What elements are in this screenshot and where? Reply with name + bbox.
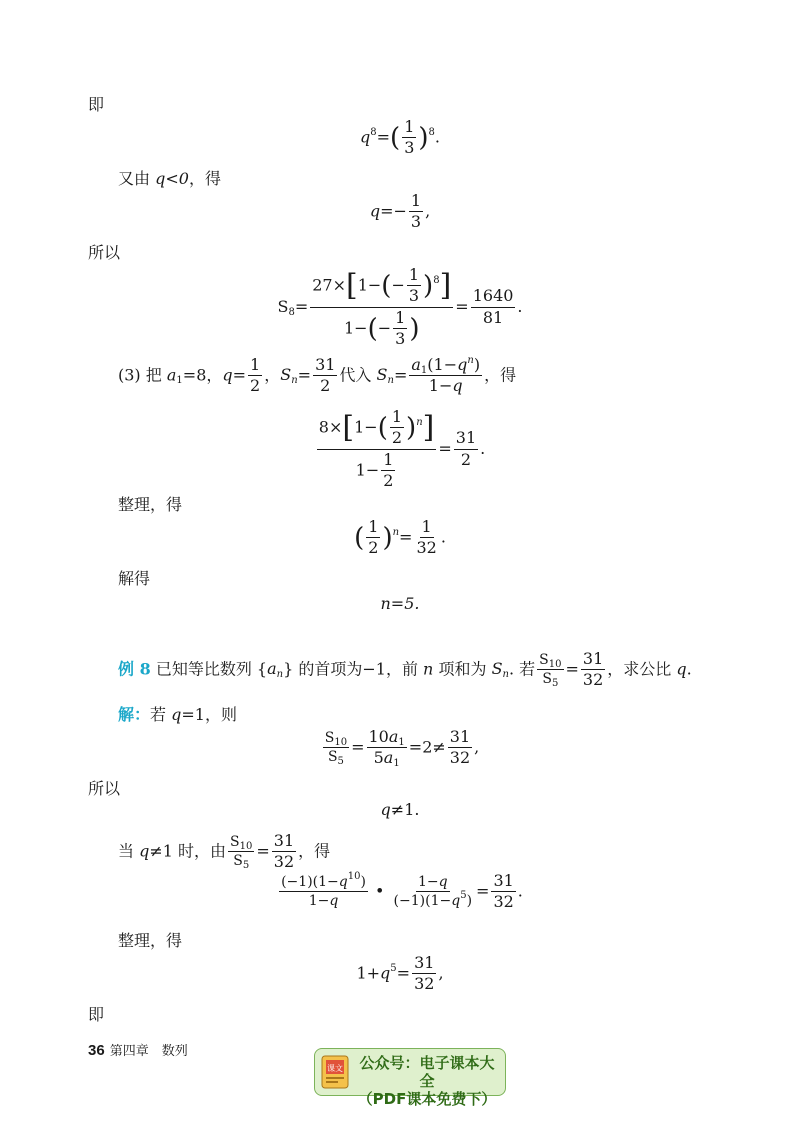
example-8-statement: 例 8 已知等比数列 $\{a_n\}$ 的首项为−1，前 n 项和为 $S_n$. 若 $\frac{S_{10}}{S_5}$ = $\frac{31}{32}$ ，求公比 q. bbox=[118, 649, 692, 690]
text-suoyi-1: 所以 bbox=[88, 243, 121, 262]
equation-q-value: q=− $\frac{1}{3}$ , bbox=[369, 191, 431, 232]
equation-q8: $q^8=$( $\frac{1}{3}$ )$^8$. bbox=[360, 117, 440, 158]
text-when-q-neq-1: 当 q≠1 时，由 $\frac{S_{10}}{S_5}$ = $\frac{31}{32}$ ，得 bbox=[118, 831, 331, 872]
text-ji-1: 即 bbox=[88, 95, 105, 114]
text-zhengli-1: 整理，得 bbox=[118, 495, 183, 514]
equation-n-result: n=5. bbox=[380, 594, 420, 613]
equation-s10-s5-q1: $\frac{S_{10}}{S_5}$ = $\frac{10a_1}{5a_1}$ =2≠ $\frac{31}{32}$ , bbox=[324, 727, 480, 770]
equation-half-power: ( $\frac{1}{2}$ )$^n$= $\frac{1}{32}$ . bbox=[354, 517, 446, 558]
equation-part3-big: 8×[1−( $\frac{1}{2}$ )$^n$] 1− $\frac{1}{2}$ = $\frac{31}{2}$ . bbox=[318, 407, 486, 491]
page-footer bbox=[88, 1040, 188, 1059]
text-suoyi-2: 所以 bbox=[88, 779, 121, 798]
watermark-badge bbox=[314, 1048, 506, 1108]
solution-start: 解：若 q=1，则 bbox=[118, 705, 237, 724]
chapter-title: 第四章 数列 bbox=[109, 1044, 188, 1059]
equation-one-plus-q5: $1+q^5=$ $\frac{31}{32}$ , bbox=[356, 953, 444, 994]
text-ji-2: 即 bbox=[88, 1005, 105, 1024]
equation-q-neq-1: q≠1. bbox=[380, 800, 420, 819]
watermark-text: 公众号：电子课本大全 （PDF课本免费下） bbox=[357, 1054, 497, 1108]
text-part3-substitution: (3) 把 $a_1=8$，q= $\frac{1}{2}$ ，$S_n=$ $\frac{31}{2}$ 代入 $S_n=$ $\frac{a_1(1-q^n)}{1-q}$ ，得 bbox=[118, 355, 517, 396]
page-number: 36 bbox=[88, 1042, 105, 1059]
text-since-q-negative: 又由 q<0，得 bbox=[118, 169, 221, 188]
text-jiede: 解得 bbox=[118, 569, 151, 588]
svg-text:课文: 课文 bbox=[327, 1064, 343, 1073]
text-zhengli-2: 整理，得 bbox=[118, 931, 183, 950]
equation-ratio-product: $\frac{(-1)(1-q^{10})}{1-q}$ • $\frac{1-q}{(-1)(1-q^5)}$ = $\frac{31}{32}$ . bbox=[281, 871, 523, 912]
book-logo-icon bbox=[321, 1055, 349, 1089]
equation-s8: $S_8=$ 27×[1−(− $\frac{1}{3}$ )$^8$] 1−(− $\frac{1}{3}$ ) = $\frac{1640}{81}$ . bbox=[277, 265, 523, 349]
